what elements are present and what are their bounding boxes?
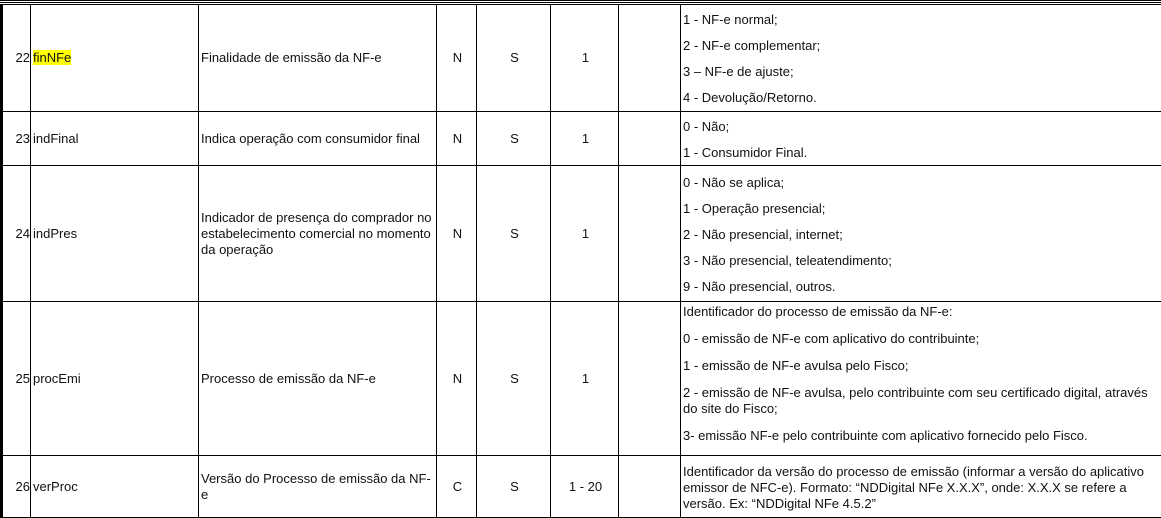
row-number: 23 [2, 112, 31, 166]
field-name: indPres [31, 166, 199, 302]
field-observations [681, 112, 1161, 166]
field-size: 1 [551, 112, 619, 166]
observation-line: 1 - NF-e normal; [683, 12, 1161, 28]
field-element: N [437, 112, 477, 166]
field-spec-table [0, 4, 1161, 518]
field-type: S [477, 302, 551, 456]
field-name-highlighted: finNFe [33, 50, 71, 65]
field-description: Indicador de presença do comprador no estabelecimento comercial no momento da operação [199, 166, 437, 302]
field-type: S [477, 5, 551, 112]
row-number: 22 [2, 5, 31, 112]
table-row [2, 456, 1161, 518]
table-top-border [0, 0, 1161, 3]
field-name: verProc [31, 456, 199, 518]
field-element: N [437, 166, 477, 302]
field-description: Finalidade de emissão da NF-e [199, 5, 437, 112]
row-number: 26 [2, 456, 31, 518]
observation-line: 3 – NF-e de ajuste; [683, 64, 1161, 80]
field-observations [681, 5, 1161, 112]
field-occurrence [619, 166, 681, 302]
observation-line: 2 - Não presencial, internet; [683, 227, 1161, 243]
field-description: Versão do Processo de emissão da NF-e [199, 456, 437, 518]
observation-line: Identificador do processo de emissão da NF-e: [683, 304, 1161, 320]
field-size: 1 [551, 5, 619, 112]
table-row [2, 112, 1161, 166]
field-name-cell [31, 5, 199, 112]
observation-line: 1 - emissão de NF-e avulsa pelo Fisco; [683, 358, 1161, 374]
field-occurrence [619, 302, 681, 456]
field-description: Indica operação com consumidor final [199, 112, 437, 166]
field-size: 1 [551, 302, 619, 456]
field-description: Processo de emissão da NF-e [199, 302, 437, 456]
observation-line: 4 - Devolução/Retorno. [683, 90, 1161, 106]
observation-line: 3- emissão NF-e pelo contribuinte com aplicativo fornecido pelo Fisco. [683, 428, 1161, 444]
field-name: indFinal [31, 112, 199, 166]
observation-line: 1 - Operação presencial; [683, 201, 1161, 217]
row-number: 24 [2, 166, 31, 302]
observation-line: 0 - Não; [683, 119, 1161, 135]
row-number: 25 [2, 302, 31, 456]
observation-line: 3 - Não presencial, teleatendimento; [683, 253, 1161, 269]
table-row [2, 5, 1161, 112]
field-occurrence [619, 456, 681, 518]
observation-paragraph: Identificador da versão do processo de emissão (informar a versão do aplicativo emissor de NFC-e). Formato: “NDDigital NFe X.X.X”, onde: X.X.X se refere a versão. Ex: “NDDigital NFe 4.5.2” [683, 464, 1161, 512]
observation-line: 2 - NF-e complementar; [683, 38, 1161, 54]
observation-line: 2 - emissão de NF-e avulsa, pelo contribuinte com seu certificado digital, através do site do Fisco; [683, 385, 1161, 417]
observation-line: 0 - Não se aplica; [683, 175, 1161, 191]
field-element: N [437, 302, 477, 456]
field-size: 1 - 20 [551, 456, 619, 518]
field-type: S [477, 166, 551, 302]
field-occurrence [619, 112, 681, 166]
observation-line: 1 - Consumidor Final. [683, 145, 1161, 161]
field-type: S [477, 456, 551, 518]
field-name: procEmi [31, 302, 199, 456]
observation-line: 9 - Não presencial, outros. [683, 279, 1161, 295]
field-occurrence [619, 5, 681, 112]
field-element: N [437, 5, 477, 112]
field-element: C [437, 456, 477, 518]
table-row [2, 166, 1161, 302]
field-type: S [477, 112, 551, 166]
field-observations [681, 166, 1161, 302]
field-observations [681, 456, 1161, 518]
field-size: 1 [551, 166, 619, 302]
table-row [2, 302, 1161, 456]
field-observations [681, 302, 1161, 456]
observation-line: 0 - emissão de NF-e com aplicativo do contribuinte; [683, 331, 1161, 347]
